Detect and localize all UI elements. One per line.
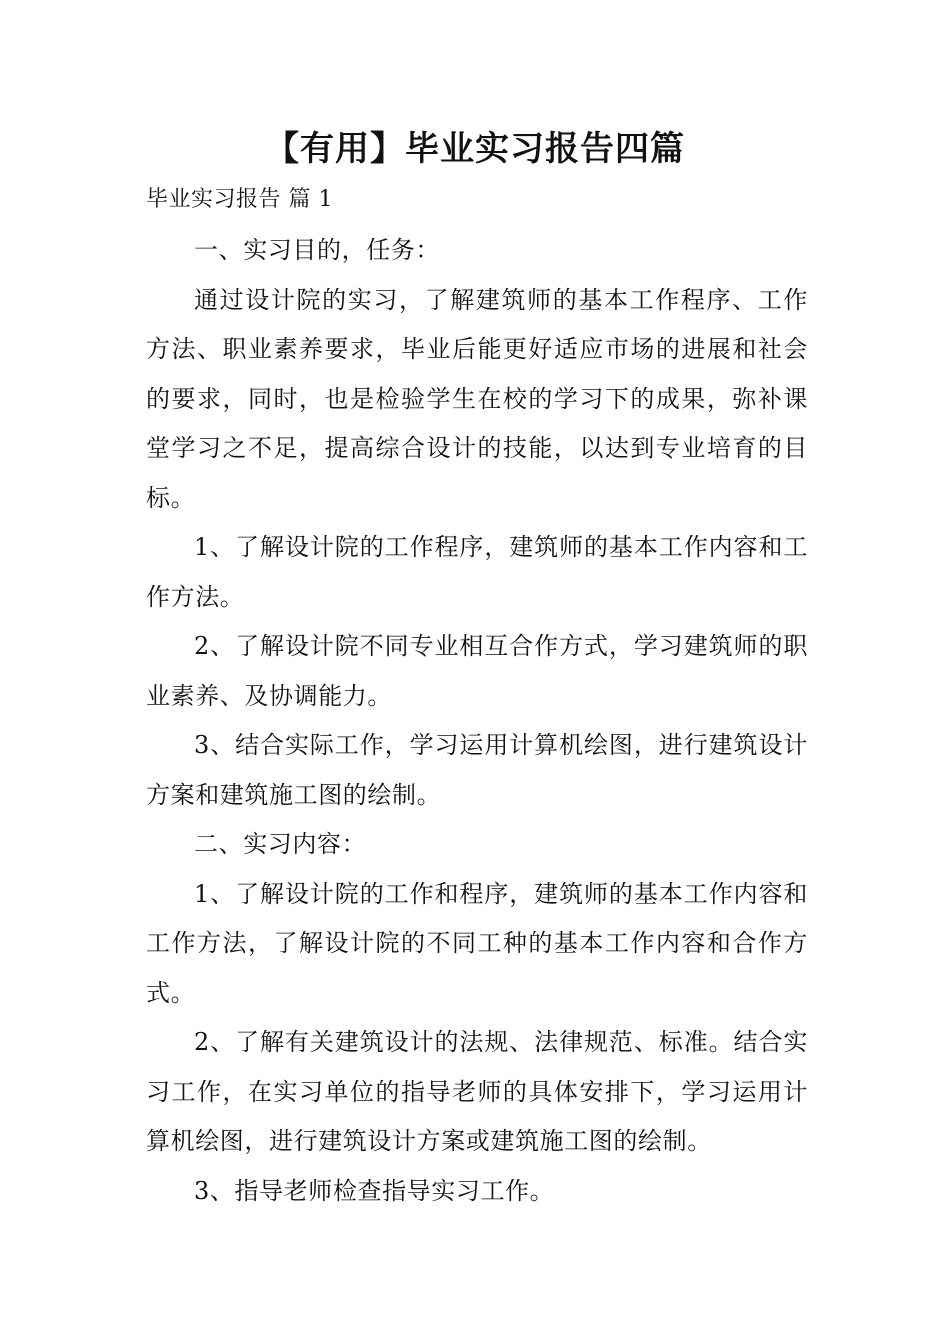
list-item-purpose-2: 2、了解设计院不同专业相互合作方式，学习建筑师的职业素养、及协调能力。 xyxy=(146,632,808,710)
list-item-content-2: 2、了解有关建筑设计的法规、法律规范、标准。结合实习工作，在实习单位的指导老师的具体安排下，学习运用计算机绘图，进行建筑设计方案或建筑施工图的绘制。 xyxy=(146,1028,808,1155)
list-item-purpose-3: 3、结合实际工作，学习运用计算机绘图，进行建筑设计方案和建筑施工图的绘制。 xyxy=(146,731,808,809)
paragraph-purpose-intro: 通过设计院的实习，了解建筑师的基本工作程序、工作方法、职业素养要求，毕业后能更好适应市场的进展和社会的要求，同时，也是检验学生在校的学习下的成果，弥补课堂学习之不足，提高综合设计的技能，以达到专业培育的目标。 xyxy=(146,285,808,512)
section-heading-purpose: 一、实习目的，任务： xyxy=(194,236,440,264)
list-item-content-1: 1、了解设计院的工作和程序，建筑师的基本工作内容和工作方法，了解设计院的不同工种的基本工作内容和合作方式。 xyxy=(146,879,808,1007)
document-title: 【有用】毕业实习报告四篇 xyxy=(265,129,685,169)
document-subtitle: 毕业实习报告 篇 1 xyxy=(146,187,333,212)
list-item-purpose-1: 1、了解设计院的工作程序，建筑师的基本工作内容和工作方法。 xyxy=(146,533,808,611)
list-item-content-3: 3、指导老师检查指导实习工作。 xyxy=(194,1176,555,1205)
document-body xyxy=(146,226,808,1216)
section-heading-content: 二、实习内容： xyxy=(194,830,367,858)
